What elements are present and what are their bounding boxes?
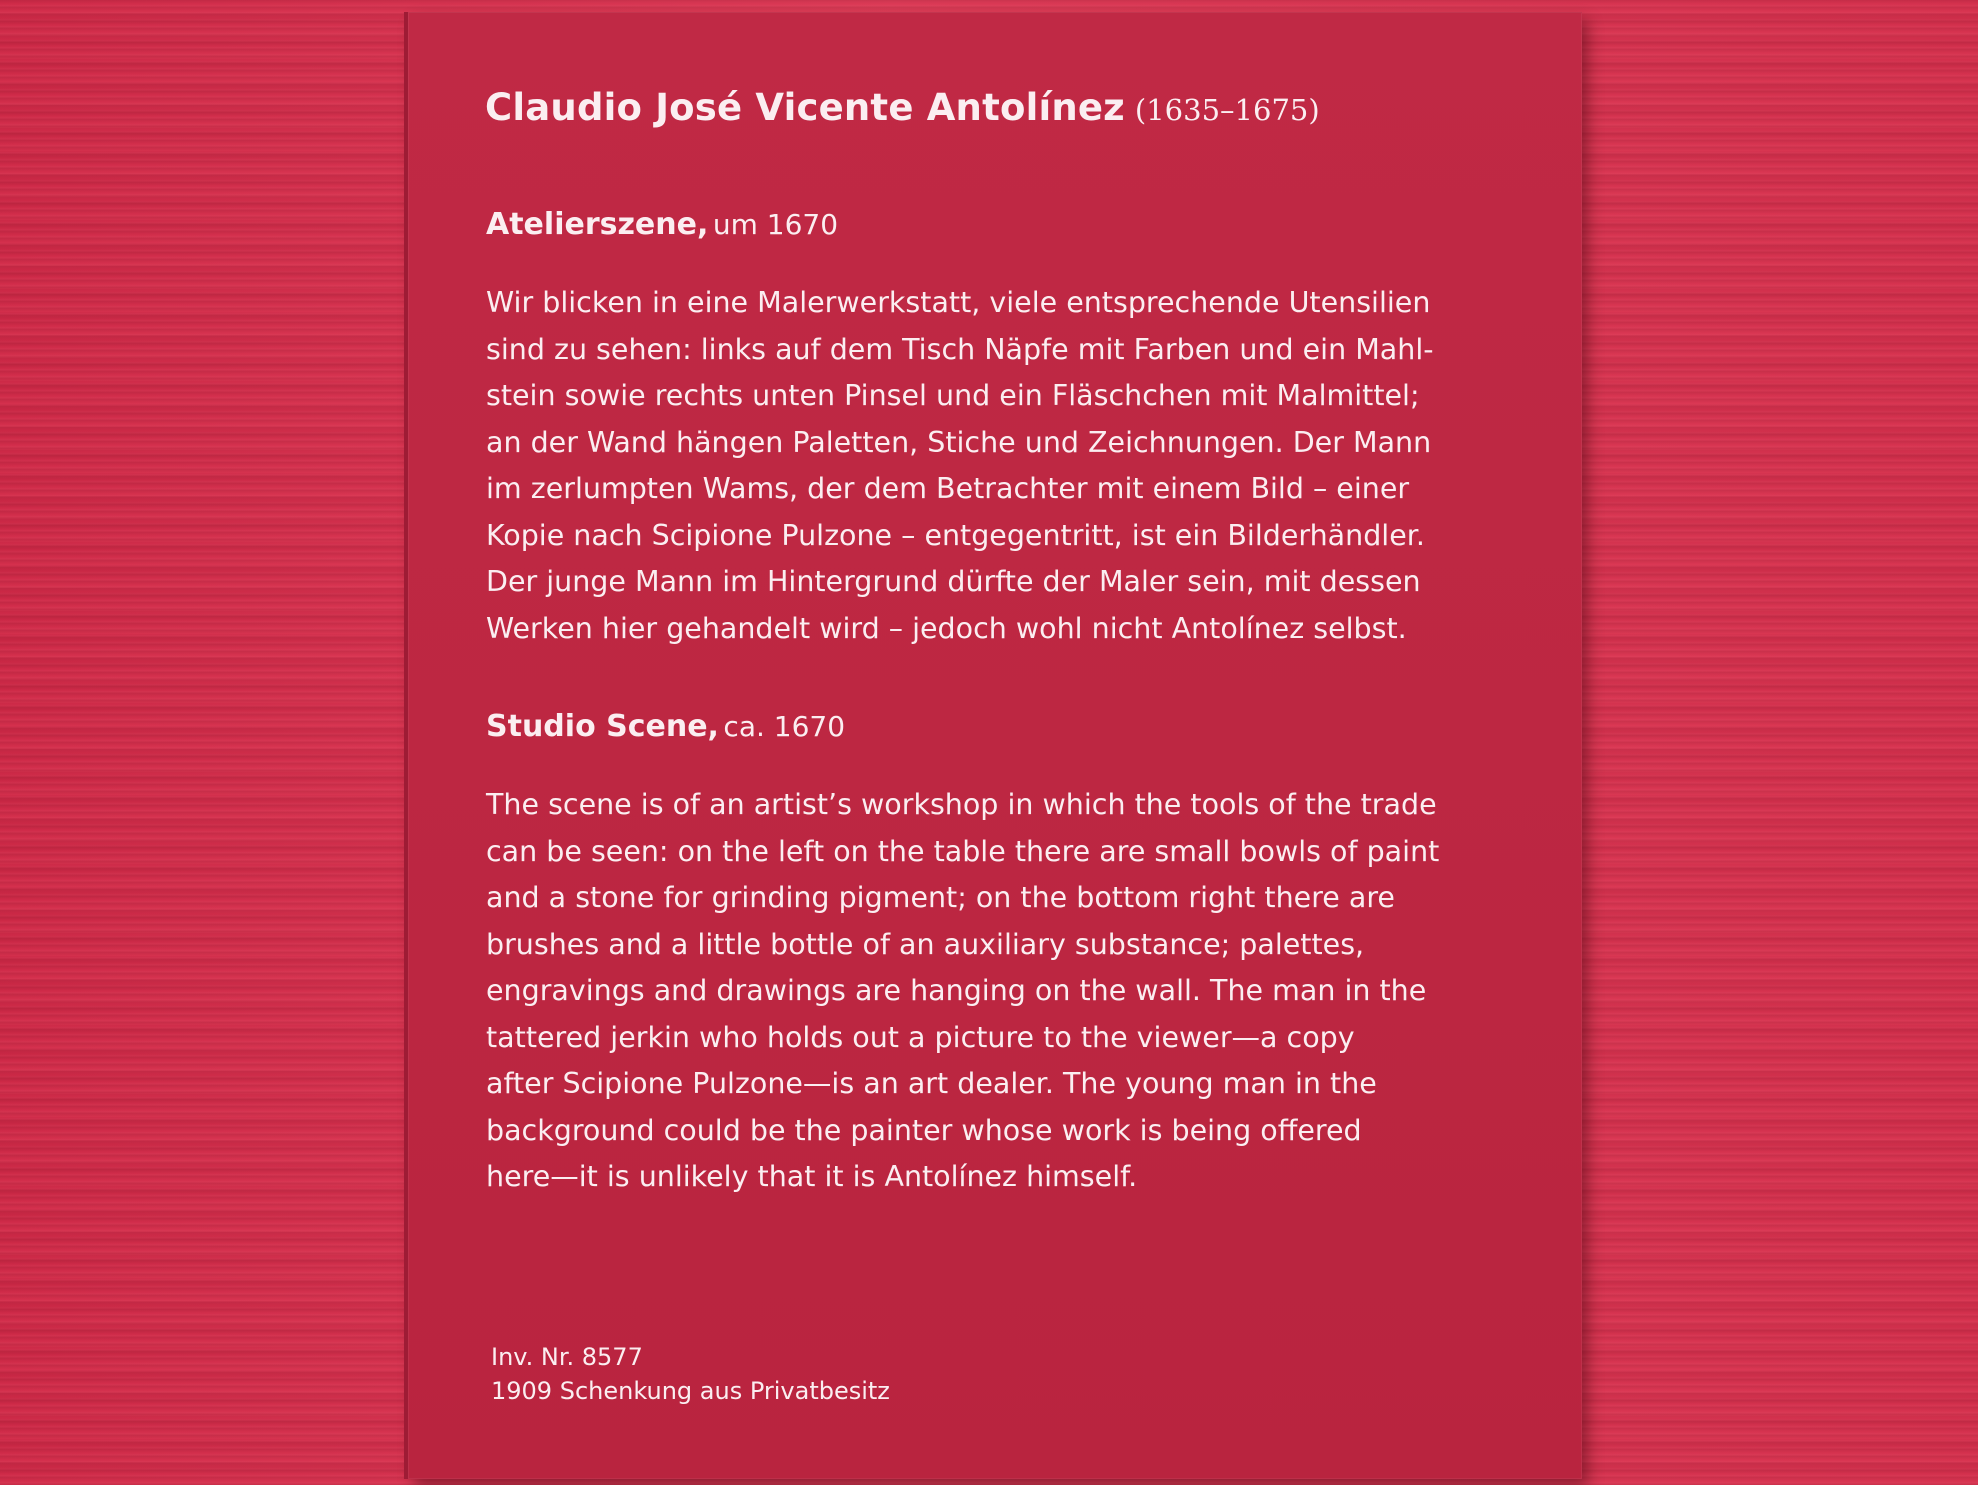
english-line: and a stone for grinding pigment; on the bottom right there are (486, 881, 1395, 914)
german-description (486, 280, 1516, 652)
german-title (486, 207, 1516, 242)
english-date: ca. 1670 (723, 710, 846, 743)
english-line: tattered jerkin who holds out a picture to the viewer—a copy (486, 1020, 1355, 1054)
museum-label-plaque (408, 12, 1582, 1479)
german-line: im zerlumpten Wams, der dem Betrachter mit einem Bild – einer (486, 472, 1410, 505)
artist-dates: (1635–1675) (1134, 93, 1320, 127)
english-line: brushes and a little bottle of an auxiliary substance; palettes, (486, 927, 1365, 961)
german-line: an der Wand hängen Paletten, Stiche und Zeichnungen. Der Mann (486, 425, 1432, 459)
artist-heading (485, 86, 1320, 129)
inventory-number: Inv. Nr. 8577 (491, 1343, 643, 1371)
artist-name: Claudio José Vicente Antolínez (485, 86, 1125, 129)
german-line: sind zu sehen: links auf dem Tisch Näpfe mit Farben und ein Mahl- (486, 332, 1434, 366)
english-description (486, 782, 1516, 1201)
german-line: Der junge Mann im Hintergrund dürfte der Maler sein, mit dessen (486, 565, 1421, 598)
plaque-footer (491, 1340, 890, 1408)
german-line: stein sowie rechts unten Pinsel und ein Fläschchen mit Malmittel; (486, 379, 1420, 412)
english-line: can be seen: on the left on the table there are small bowls of paint (486, 834, 1440, 868)
english-line: The scene is of an artist’s workshop in which the tools of the trade (486, 788, 1437, 821)
english-line: engravings and drawings are hanging on the wall. The man in the (486, 974, 1427, 1007)
provenance-note: 1909 Schenkung aus Privatbesitz (491, 1377, 890, 1405)
english-line: background could be the painter whose work is being offered (486, 1113, 1362, 1147)
english-section (486, 709, 1516, 1201)
plaque-edge (404, 12, 408, 1479)
german-line: Werken hier gehandelt wird – jedoch wohl nicht Antolínez selbst. (486, 611, 1407, 645)
english-title-text: Studio Scene, (486, 709, 719, 744)
english-line: here—it is unlikely that it is Antolínez himself. (486, 1160, 1138, 1193)
german-date: um 1670 (712, 208, 839, 241)
german-line: Wir blicken in eine Malerwerkstatt, viele entsprechende Utensilien (486, 286, 1431, 319)
german-title-text: Atelierszene, (486, 207, 709, 242)
german-line: Kopie nach Scipione Pulzone – entgegentritt, ist ein Bilderhändler. (486, 518, 1425, 552)
english-title (486, 709, 1516, 744)
english-line: after Scipione Pulzone—is an art dealer. The young man in the (486, 1067, 1377, 1100)
german-section (486, 207, 1516, 652)
